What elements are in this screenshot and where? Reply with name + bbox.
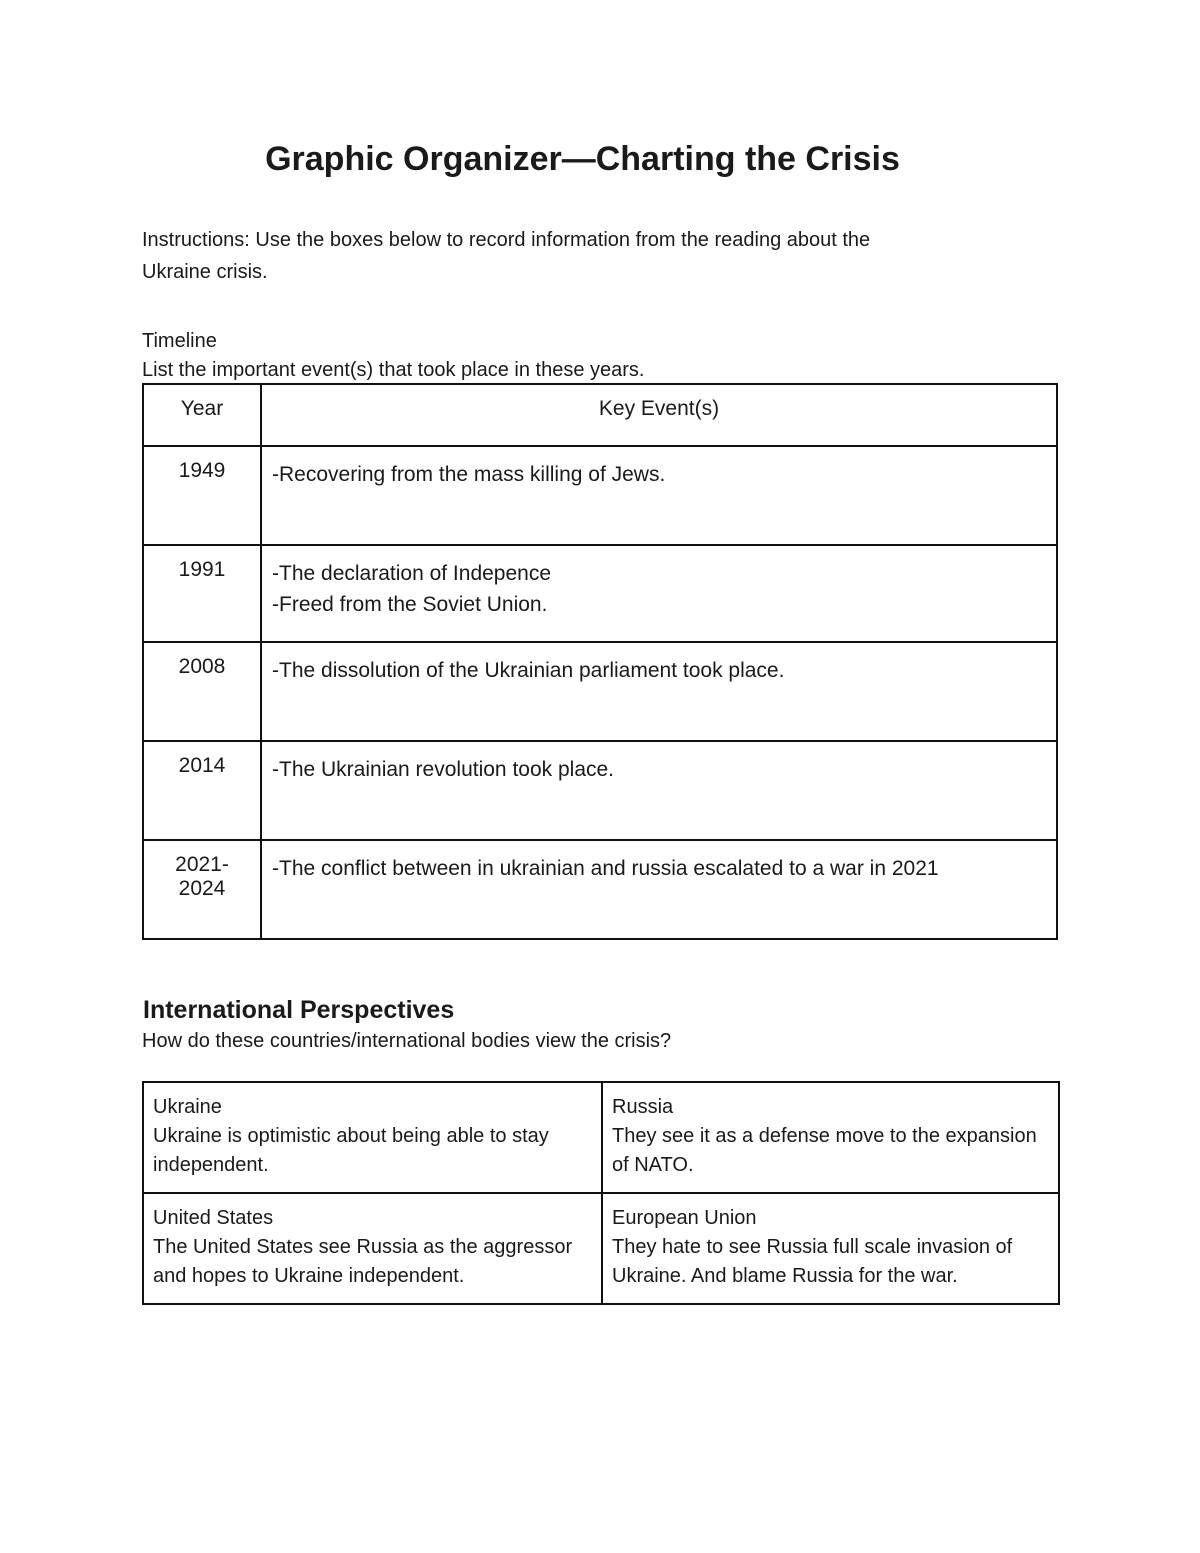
table-row (143, 1082, 1059, 1193)
event-text: -The dissolution of the Ukrainian parliament took place. (272, 659, 785, 682)
events-cell (261, 642, 1057, 741)
year-text: 2024 (178, 877, 226, 900)
table-row (143, 1193, 1059, 1304)
page-title: Graphic Organizer—Charting the Crisis (265, 140, 900, 178)
events-cell (261, 741, 1057, 840)
perspective-cell-united-states (143, 1193, 602, 1304)
year-text: 1991 (178, 558, 226, 581)
country-view: They see it as a defense move to the expansion of NATO. (612, 1125, 1037, 1176)
event-text: -The conflict between in ukrainian and russia escalated to a war in 2021 (272, 857, 939, 880)
country-view: Ukraine is optimistic about being able to stay independent. (153, 1125, 549, 1176)
year-text: 2014 (178, 754, 226, 777)
timeline-header-row (143, 384, 1057, 446)
table-row (143, 545, 1057, 642)
perspective-cell-russia (602, 1082, 1059, 1193)
country-label: Russia (612, 1096, 674, 1118)
year-text: 2008 (178, 655, 226, 678)
event-text: -The declaration of Indepence (272, 562, 552, 585)
events-cell (261, 840, 1057, 939)
perspectives-table (142, 1081, 1060, 1305)
table-row (143, 741, 1057, 840)
table-row (143, 642, 1057, 741)
instructions-text: Instructions: Use the boxes below to record information from the reading about the Ukraine crisis. (142, 229, 871, 283)
table-row (143, 446, 1057, 545)
country-label: United States (153, 1207, 274, 1229)
perspective-cell-ukraine (143, 1082, 602, 1193)
event-text: -Recovering from the mass killing of Jews. (272, 463, 666, 486)
event-text: -The Ukrainian revolution took place. (272, 758, 615, 781)
country-view: The United States see Russia as the aggressor and hopes to Ukraine independent. (153, 1236, 573, 1287)
timeline-subheading: List the important event(s) that took place in these years. (142, 359, 645, 381)
year-text: 2021- (175, 853, 229, 876)
year-cell (143, 642, 261, 741)
table-row (143, 840, 1057, 939)
events-column-header: Key Event(s) (261, 384, 1057, 446)
timeline-table (142, 383, 1058, 940)
international-heading: International Perspectives (143, 996, 455, 1024)
events-cell (261, 545, 1057, 642)
perspective-cell-european-union (602, 1193, 1059, 1304)
year-cell (143, 741, 261, 840)
country-label: Ukraine (153, 1096, 222, 1118)
timeline-heading: Timeline (142, 330, 217, 352)
events-cell (261, 446, 1057, 545)
year-text: 1949 (178, 459, 226, 482)
country-view: They hate to see Russia full scale invasion of Ukraine. And blame Russia for the war. (612, 1236, 1013, 1287)
year-cell (143, 545, 261, 642)
year-cell (143, 840, 261, 939)
event-text: -Freed from the Soviet Union. (272, 593, 548, 616)
year-cell (143, 446, 261, 545)
country-label: European Union (612, 1207, 757, 1229)
year-column-header: Year (143, 384, 261, 446)
international-subheading: How do these countries/international bodies view the crisis? (142, 1030, 672, 1052)
